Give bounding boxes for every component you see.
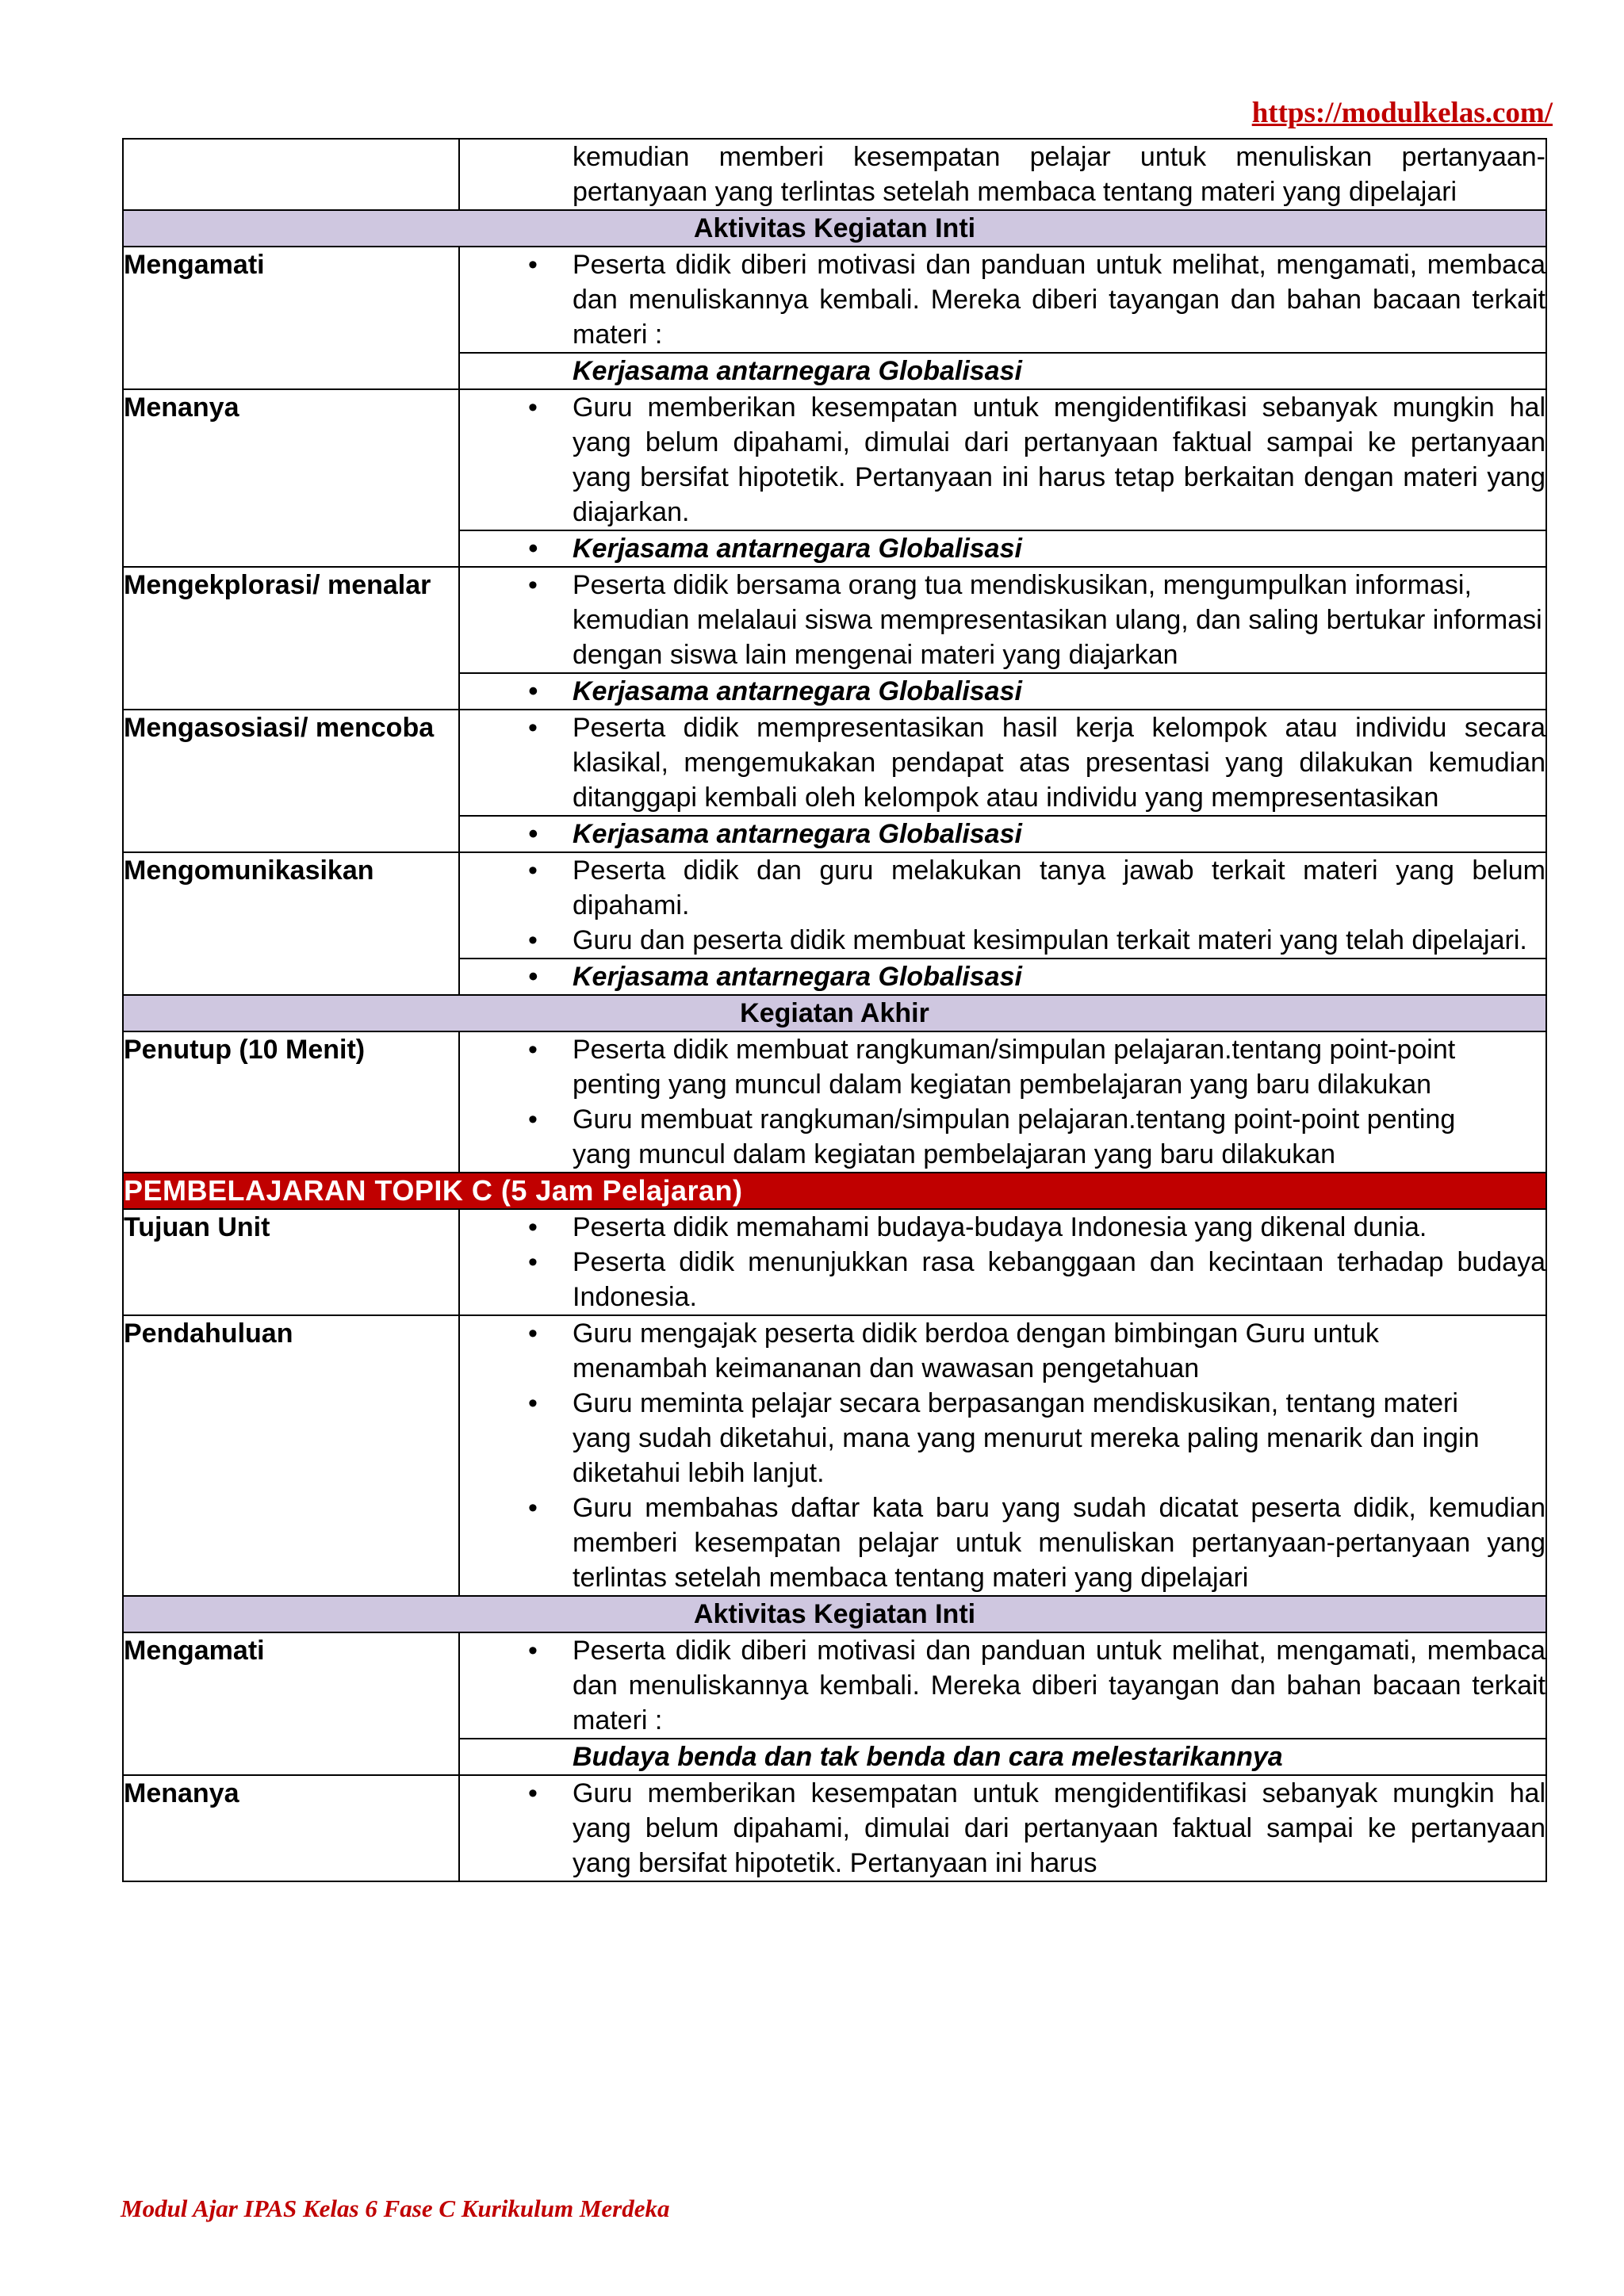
section-title: Aktivitas Kegiatan Inti xyxy=(123,210,1546,247)
lesson-table xyxy=(122,138,1547,1882)
topic-header xyxy=(123,1173,1546,1209)
row-label: Pendahuluan xyxy=(123,1315,459,1596)
list-item: • Peserta didik membuat rangkuman/simpulan pelajaran.tentang point-point penting yang muncul dalam kegiatan pembelajaran yang baru dilakukan xyxy=(460,1032,1545,1102)
list-item: • Peserta didik bersama orang tua mendiskusikan, mengumpulkan informasi, kemudian melalaui siswa mempresentasikan ulang, dan saling bertukar informasi dengan siswa lain mengenai materi yang diajarkan xyxy=(460,568,1545,672)
list-item: • Peserta didik diberi motivasi dan panduan untuk melihat, mengamati, membaca dan menuliskannya kembali. Mereka diberi tayangan dan bahan bacaan terkait materi : xyxy=(460,247,1545,352)
table-row xyxy=(123,389,1546,530)
list-item: • Guru membahas daftar kata baru yang sudah dicatat peserta didik, kemudian memberi kesempatan pelajar untuk menuliskan pertanyaan-pertanyaan yang terlintas setelah membaca tentang materi yang dipelajari xyxy=(460,1490,1545,1595)
bullet-list xyxy=(460,568,1545,672)
row-label: Mengamati xyxy=(123,1632,459,1775)
row-label: Menanya xyxy=(123,389,459,567)
list-item: • Guru meminta pelajar secara berpasangan mendiskusikan, tentang materi yang sudah diketahui, mana yang menurut mereka paling menarik dan ingin diketahui lebih lanjut. xyxy=(460,1386,1545,1490)
table-row xyxy=(123,710,1546,816)
table-row xyxy=(123,852,1546,959)
list-item: • Guru dan peserta didik membuat kesimpulan terkait materi yang telah dipelajari. xyxy=(460,923,1545,958)
table-row xyxy=(123,1632,1546,1739)
topic-item: • Kerjasama antarnegara Globalisasi xyxy=(460,817,1545,851)
table-row xyxy=(123,1209,1546,1315)
bullet-list xyxy=(460,710,1545,815)
topic-text: Kerjasama antarnegara Globalisasi xyxy=(573,356,1022,386)
section-title: Kegiatan Akhir xyxy=(123,995,1546,1031)
row-label: Mengamati xyxy=(123,247,459,389)
row-label: Menanya xyxy=(123,1775,459,1881)
list-item: • Peserta didik mempresentasikan hasil kerja kelompok atau individu secara klasikal, mengemukakan pendapat atas presentasi yang dilakukan kemudian ditanggapi kembali oleh kelompok atau individu yang mempresentasikan xyxy=(460,710,1545,815)
bullet-list xyxy=(460,1316,1545,1595)
label-cell xyxy=(123,139,459,210)
list-item: • Peserta didik menunjukkan rasa kebanggaan dan kecintaan terhadap budaya Indonesia. xyxy=(460,1245,1545,1314)
topic-item: • Kerjasama antarnegara Globalisasi xyxy=(460,959,1545,994)
table-row xyxy=(123,567,1546,673)
table-row xyxy=(123,1315,1546,1596)
list-item: • Guru membuat rangkuman/simpulan pelajaran.tentang point-point penting yang muncul dalam kegiatan pembelajaran yang baru dilakukan xyxy=(460,1102,1545,1172)
list-item: • Guru memberikan kesempatan untuk mengidentifikasi sebanyak mungkin hal yang belum dipahami, dimulai dari pertanyaan faktual sampai ke pertanyaan yang bersifat hipotetik. Pertanyaan ini harus tetap berkaitan dengan materi yang diajarkan. xyxy=(460,390,1545,530)
footer-text: Modul Ajar IPAS Kelas 6 Fase C Kurikulum Merdeka xyxy=(121,2195,670,2222)
section-header xyxy=(123,995,1546,1031)
topic-text: Budaya benda dan tak benda dan cara melestarikannya xyxy=(573,1742,1283,1772)
bullet-list xyxy=(460,1210,1545,1314)
topic-title: PEMBELAJARAN TOPIK C (5 Jam Pelajaran) xyxy=(123,1173,1546,1209)
list-item: • Peserta didik memahami budaya-budaya Indonesia yang dikenal dunia. xyxy=(460,1210,1545,1245)
row-label: Tujuan Unit xyxy=(123,1209,459,1315)
section-title: Aktivitas Kegiatan Inti xyxy=(123,1596,1546,1632)
row-label: Mengasosiasi/ mencoba xyxy=(123,710,459,852)
list-item: • Peserta didik diberi motivasi dan panduan untuk melihat, mengamati, membaca dan menuliskannya kembali. Mereka diberi tayangan dan bahan bacaan terkait materi : xyxy=(460,1633,1545,1738)
table-row xyxy=(123,139,1546,210)
continuation-text: kemudian memberi kesempatan pelajar untuk menuliskan pertanyaan-pertanyaan yang terlintas setelah membaca tentang materi yang dipelajari xyxy=(573,142,1545,207)
topic-item: • Kerjasama antarnegara Globalisasi xyxy=(460,674,1545,709)
bullet-list xyxy=(460,1633,1545,1738)
list-item: • Guru mengajak peserta didik berdoa dengan bimbingan Guru untuk menambah keimananan dan wawasan pengetahuan xyxy=(460,1316,1545,1386)
list-item: • Peserta didik dan guru melakukan tanya jawab terkait materi yang belum dipahami. xyxy=(460,853,1545,923)
table-row xyxy=(123,247,1546,353)
bullet-list xyxy=(460,390,1545,530)
list-item: • Guru memberikan kesempatan untuk mengidentifikasi sebanyak mungkin hal yang belum dipahami, dimulai dari pertanyaan faktual sampai ke pertanyaan yang bersifat hipotetik. Pertanyaan ini harus xyxy=(460,1776,1545,1881)
section-header xyxy=(123,210,1546,247)
table-row xyxy=(123,1775,1546,1881)
section-header xyxy=(123,1596,1546,1632)
topic-item: • Kerjasama antarnegara Globalisasi xyxy=(460,531,1545,566)
bullet-list xyxy=(460,1776,1545,1881)
bullet-list xyxy=(460,247,1545,352)
bullet-list xyxy=(460,1032,1545,1172)
row-label: Mengekplorasi/ menalar xyxy=(123,567,459,710)
table-row xyxy=(123,1031,1546,1173)
header-url[interactable]: https://modulkelas.com/ xyxy=(1251,97,1553,129)
row-label: Penutup (10 Menit) xyxy=(123,1031,459,1173)
row-label: Mengomunikasikan xyxy=(123,852,459,995)
bullet-list xyxy=(460,853,1545,958)
